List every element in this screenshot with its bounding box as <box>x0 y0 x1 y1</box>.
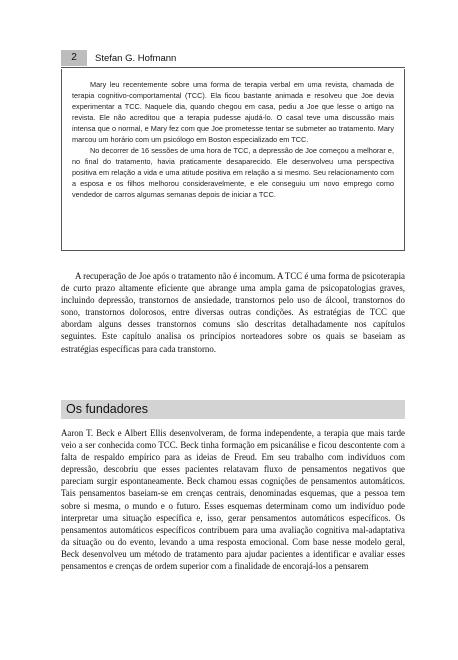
case-paragraph: No decorrer de 16 sessões de uma hora de TCC, a depressão de Joe começou a melhorar e, no final do tratamento, havia praticamente desaparecido. Ele desenvolveu uma perspectiva positiva em relação a vida e uma atitude positiva em relação a si mesmo. Seu relacionamento com a esposa e os filhos melhorou consideravelmente, e ele conseguiu um novo emprego como vendedor de carros algumas semanas depois de iniciar a TCC. <box>72 146 394 199</box>
intro-paragraph: A recuperação de Joe após o tratamento não é incomum. A TCC é uma forma de psicoterapia de curto prazo altamente eficiente que abrange uma ampla gama de psicopatologias graves, incluindo depressão, transtornos de ansiedade, transtornos pelo uso de álcool, transtornos do sono, transtornos dolorosos, entre diversas outras condições. As estratégias de TCC que abordam alguns desses transtornos comuns são descritas detalhadamente nos capítulos seguintes. Este capítulo analisa os princípios norteadores sobre os quais se baseiam as estratégias específicas para cada transtorno. <box>61 271 405 354</box>
case-paragraph: Mary leu recentemente sobre uma forma de terapia verbal em uma revista, chamada de terapia cognitivo-comportamental (TCC). Ela ficou bastante animada e resolveu que Joe devia experimentar a TCC. Naquele dia, quando chegou em casa, pediu a Joe que lesse o artigo na revista. Ele não acreditou que a terapia pudesse ajudá-lo. O casal teve uma discussão mais intensa que o normal, e Mary fez com que Joe prometesse tentar se submeter ao tratamento. Mary marcou um horário com um psicólogo em Boston especializado em TCC. <box>72 80 394 144</box>
founders-paragraph: Aaron T. Beck e Albert Ellis desenvolveram, de forma independente, a terapia que mais tarde veio a ser conhecida como TCC. Beck tinha formação em psicanálise e ficou descontente com a falta de respaldo empírico para as ideias de Freud. Em seu trabalho com indivíduos com depressão, descobriu que esses pacientes relatavam fluxo de pensamentos negativos que pareciam surgir espontaneamente. Beck chamou essas cognições de pensamentos automáticos. Tais pensamentos baseiam-se em crenças centrais, denominadas esquemas, que a pessoa tem sobre si mesma, o mundo e o futuro. Esses esquemas determinam como um indivíduo pode interpretar uma situação específica e, isso, gerar pensamentos automáticos específicos. Os pensamentos automáticos específicos contribuem para uma avaliação cognitiva mal-adaptativa da situação ou do evento, levando a uma resposta emocional. Com base nesse modelo geral, Beck desenvolveu um método de tratamento para ajudar pacientes a identificar e avaliar esses pensamentos e crenças de ordem superior com a finalidade de encorajá-los a pensarem <box>61 428 405 572</box>
page-number: 2 <box>61 50 87 66</box>
section-heading: Os fundadores <box>66 402 148 416</box>
running-head-author: Stefan G. Hofmann <box>95 52 177 64</box>
running-header <box>61 50 176 66</box>
header-rule <box>61 67 405 68</box>
case-study-box <box>61 69 405 251</box>
